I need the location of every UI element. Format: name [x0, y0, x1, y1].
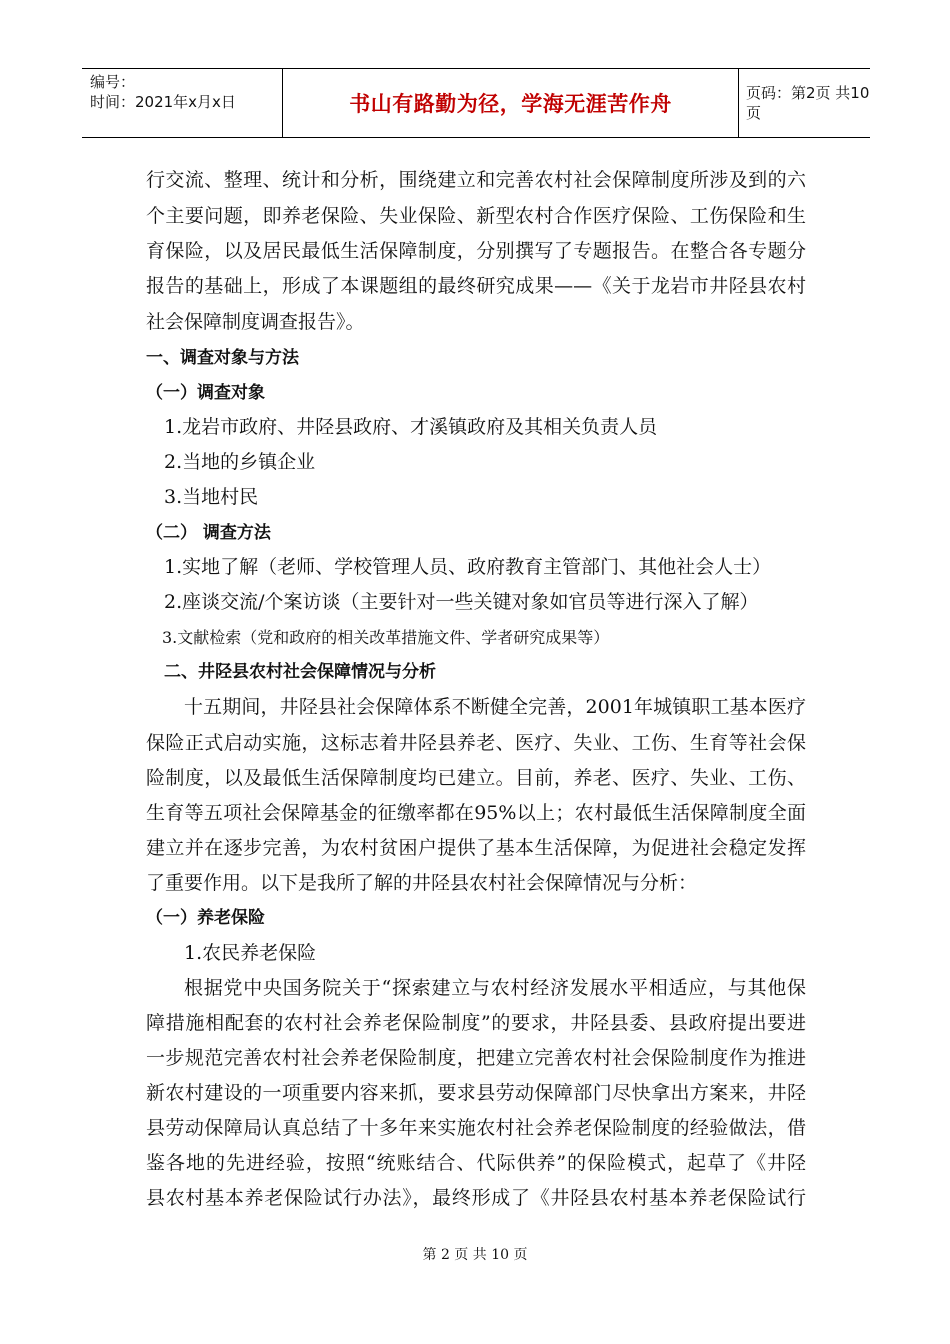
list-item: 1.实地了解（老师、学校管理人员、政府教育主管部门、其他社会人士）: [164, 556, 772, 578]
paragraph-line: 建立并在逐步完善，为农村贫困户提供了基本生活保障，为促进社会稳定发挥: [146, 837, 806, 859]
paragraph-line: 社会保障制度调查报告》。: [146, 311, 365, 333]
paragraph-line: 县劳动保障局认真总结了十多年来实施农村社会养老保险制度的经验做法，借: [146, 1117, 806, 1139]
header-meta-cell: [82, 69, 282, 137]
list-item: 3.文献检索（党和政府的相关改革措施文件、学者研究成果等）: [162, 628, 610, 647]
paragraph-line: 十五期间，井陉县社会保障体系不断健全完善，2001年城镇职工基本医疗: [184, 696, 806, 718]
subsection-heading: （二） 调查方法: [146, 523, 271, 543]
paragraph-line: 根据党中央国务院关于“探索建立与农村经济发展水平相适应，与其他保: [184, 977, 806, 999]
section-heading: 一、调查对象与方法: [146, 348, 299, 368]
page-footer: 第 2 页 共 10 页: [422, 1247, 528, 1263]
paragraph-line: 行交流、整理、统计和分析，围绕建立和完善农村社会保障制度所涉及到的六: [146, 169, 806, 191]
page-info: 页码：第2页 共10页: [746, 84, 870, 122]
time-label: 时间：2021年x月x日: [90, 93, 236, 111]
doc-number-label: 编号：: [90, 73, 136, 91]
paragraph-line: 险制度，以及最低生活保障制度均已建立。目前，养老、医疗、失业、工伤、: [146, 767, 806, 789]
paragraph-line: 个主要问题，即养老保险、失业保险、新型农村合作医疗保险、工伤保险和生: [146, 205, 806, 227]
paragraph-line: 生育等五项社会保障基金的征缴率都在95%以上；农村最低生活保障制度全面: [146, 802, 806, 824]
paragraph-line: 鉴各地的先进经验，按照“统账结合、代际供养”的保险模式，起草了《井陉: [146, 1152, 806, 1174]
list-item: 2.座谈交流/个案访谈（主要针对一些关键对象如官员等进行深入了解）: [164, 591, 759, 613]
subsection-heading: （一）养老保险: [146, 908, 265, 928]
motto-text: 书山有路勤为径，学海无涯苦作舟: [349, 92, 672, 116]
subsection-heading: （一）调查对象: [146, 383, 265, 403]
paragraph-line: 新农村建设的一项重要内容来抓，要求县劳动保障部门尽快拿出方案来，井陉: [146, 1082, 806, 1104]
sub-item: 1.农民养老保险: [184, 942, 317, 964]
paragraph-line: 一步规范完善农村社会养老保险制度，把建立完善农村社会保险制度作为推进: [146, 1047, 806, 1069]
paragraph-line: 障措施相配套的农村社会养老保险制度”的要求，井陉县委、县政府提出要进: [146, 1012, 806, 1034]
page-header: [82, 68, 870, 138]
header-page-cell: [738, 69, 870, 137]
paragraph-line: 保险正式启动实施，这标志着井陉县养老、医疗、失业、工伤、生育等社会保: [146, 732, 806, 754]
paragraph-line: 县农村基本养老保险试行办法》，最终形成了《井陉县农村基本养老保险试行: [146, 1187, 806, 1209]
list-item: 2.当地的乡镇企业: [164, 451, 316, 473]
list-item: 3.当地村民: [164, 486, 259, 508]
section-heading: 二、井陉县农村社会保障情况与分析: [164, 662, 436, 682]
paragraph-line: 了重要作用。以下是我所了解的井陉县农村社会保障情况与分析：: [146, 872, 698, 894]
header-motto-cell: [282, 69, 739, 137]
paragraph-line: 育保险，以及居民最低生活保障制度，分别撰写了专题报告。在整合各专题分: [146, 240, 806, 262]
list-item: 1.龙岩市政府、井陉县政府、才溪镇政府及其相关负责人员: [164, 416, 658, 438]
paragraph-line: 报告的基础上，形成了本课题组的最终研究成果——《关于龙岩市井陉县农村: [146, 275, 806, 297]
